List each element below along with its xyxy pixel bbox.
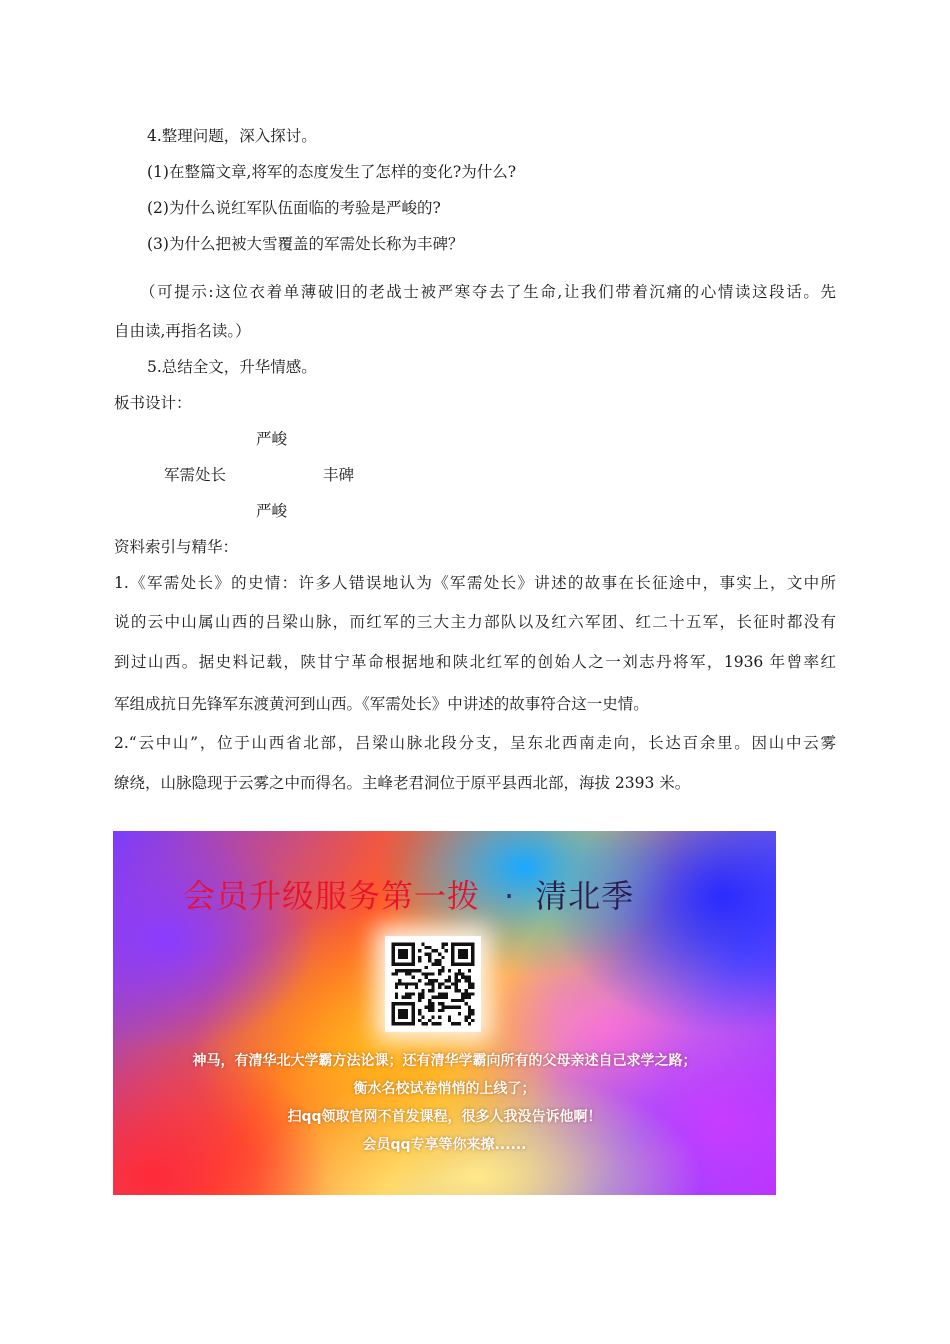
- banner-title-right: 清北季: [535, 877, 635, 915]
- board-design-title: 板书设计：: [114, 394, 192, 412]
- promo-banner[interactable]: [113, 831, 776, 1195]
- hint-line-2: 自由读,再指名读。）: [114, 322, 251, 340]
- qr-code-graphic: [385, 936, 481, 1032]
- banner-title-dot: ·: [504, 877, 516, 915]
- step4-heading: 4.整理问题，深入探讨。: [147, 127, 317, 145]
- banner-line-1: 神马，有清华北大学霸方法论课；还有清华学霸向所有的父母亲述自己求学之路；: [192, 1053, 697, 1069]
- resource-title: 资料索引与精华：: [114, 538, 239, 556]
- board-bottom-word: 严峻: [256, 502, 288, 520]
- resource-1-line-3: 到过山西。据史料记载，陕甘宁革命根据地和陕北红军的创始人之一刘志丹将军，1936 年曾率红: [114, 653, 836, 671]
- board-top-word: 严峻: [256, 430, 288, 448]
- banner-line-3: 扫qq领取官网不首发课程，很多人我没告诉他啊！: [287, 1109, 602, 1125]
- question-1: (1)在整篇文章,将军的态度发生了怎样的变化?为什么?: [147, 163, 517, 181]
- hint-line-1: （可提示:这位衣着单薄破旧的老战士被严寒夺去了生命,让我们带着沉痛的心情读这段话。先: [140, 283, 836, 301]
- qr-code-icon[interactable]: [385, 936, 481, 1032]
- resource-1-line-2: 说的云中山属山西的吕梁山脉，而红军的三大主力部队以及红六军团、红二十五军，长征时都没有: [114, 613, 836, 631]
- banner-line-4: 会员qq专享等你来撩......: [362, 1137, 527, 1153]
- banner-text-block: [113, 1047, 776, 1159]
- banner-title-mid: 升级服务第一拨: [249, 877, 481, 915]
- resource-1-line-4: 军组成抗日先锋军东渡黄河到山西。《军需处长》中讲述的故事符合这一史情。: [114, 695, 649, 713]
- resource-2-line-2: 缭绕，山脉隐现于云雾之中而得名。主峰老君洞位于原平县西北部，海拔 2393 米。: [114, 774, 691, 792]
- question-3: (3)为什么把被大雪覆盖的军需处长称为丰碑？: [147, 235, 464, 253]
- resource-1-line-1: 1.《军需处长》的史情：许多人错误地认为《军需处长》讲述的故事在长征途中，事实上，文中所: [114, 574, 836, 592]
- step5-heading: 5.总结全文，升华情感。: [147, 358, 317, 376]
- question-2: (2)为什么说红军队伍面临的考验是严峻的?: [147, 199, 441, 217]
- resource-2-line-1: 2.“云中山”，位于山西省北部，吕梁山脉北段分支，呈东北西南走向，长达百余里。因山中云雾: [114, 734, 836, 752]
- banner-line-2: 衡水名校试卷悄悄的上线了；: [353, 1081, 536, 1097]
- board-left-word: 军需处长: [164, 466, 227, 484]
- banner-title: [183, 871, 634, 917]
- board-right-word: 丰碑: [323, 466, 355, 484]
- banner-title-red: 会员: [183, 877, 250, 915]
